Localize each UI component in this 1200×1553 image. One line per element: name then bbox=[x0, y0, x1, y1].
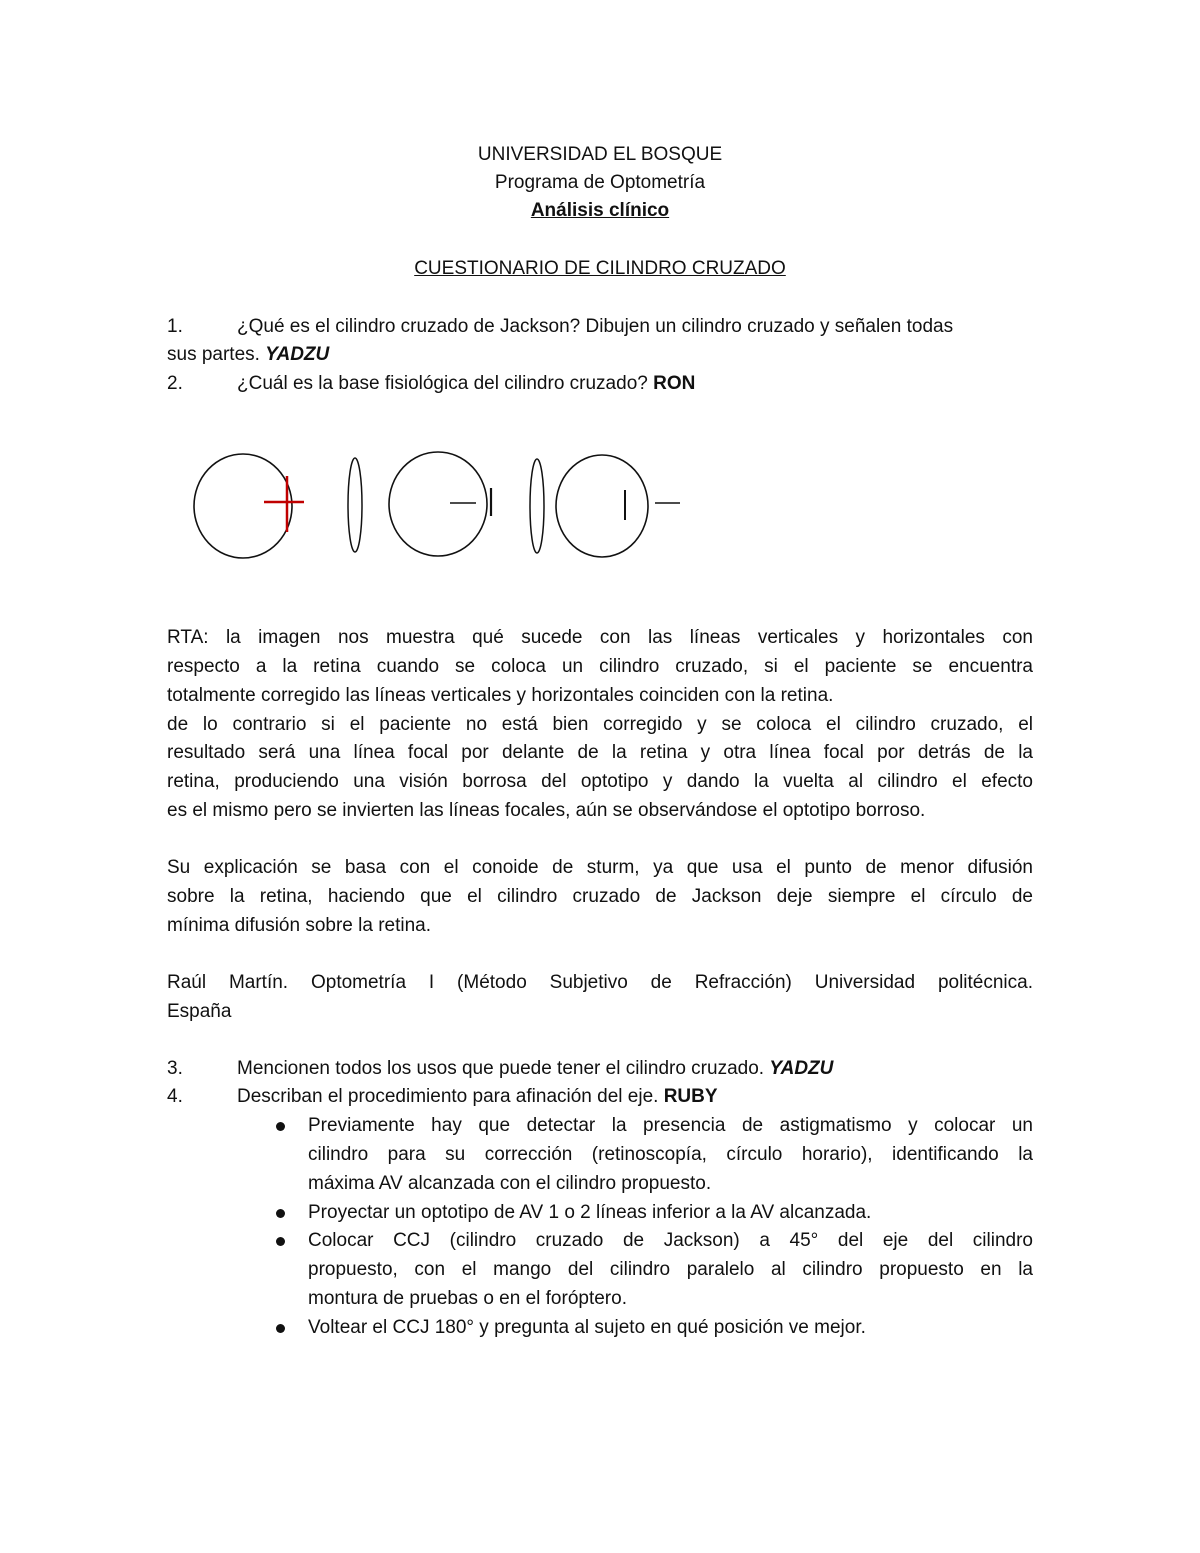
question-1-number: 1. bbox=[167, 316, 183, 337]
question-3-assignee: YADZU bbox=[769, 1058, 834, 1079]
bullet-line: máxima AV alcanzada con el cilindro propuesto. bbox=[308, 1173, 712, 1194]
answer-line: totalmente corregido las líneas verticales y horizontales coinciden con la retina. bbox=[167, 685, 834, 706]
bullet-dot-icon bbox=[276, 1324, 285, 1333]
eye-circle-2 bbox=[389, 452, 487, 556]
bullet-line: montura de pruebas o en el foróptero. bbox=[308, 1288, 627, 1309]
answer-line: respecto a la retina cuando se coloca un cilindro cruzado, si el paciente se encuentra bbox=[167, 656, 1033, 677]
reference-line: Raúl Martín. Optometría I (Método Subjetivo de Refracción) Universidad politécnica. bbox=[167, 972, 1033, 993]
reference-line: España bbox=[167, 1001, 232, 1022]
explanation-line: sobre la retina, haciendo que el cilindro cruzado de Jackson deje siempre el círculo de bbox=[167, 886, 1033, 907]
question-3-number: 3. bbox=[167, 1058, 183, 1079]
bullet-line: Previamente hay que detectar la presencia de astigmatismo y colocar un bbox=[308, 1115, 1033, 1136]
bullet-line: cilindro para su corrección (retinoscopía, círculo horario), identificando la bbox=[308, 1144, 1033, 1165]
question-2-number: 2. bbox=[167, 373, 183, 394]
answer-line: resultado será una línea focal por delante de la retina y otra línea focal por detrás de la bbox=[167, 742, 1033, 763]
question-3-line bbox=[237, 1055, 833, 1083]
answer-line: de lo contrario si el paciente no está bien corregido y se coloca el cilindro cruzado, el bbox=[167, 714, 1033, 735]
lens-1 bbox=[348, 458, 362, 552]
bullet-line: propuesto, con el mango del cilindro paralelo al cilindro propuesto en la bbox=[308, 1259, 1033, 1280]
question-4-text: Describan el procedimiento para afinación del eje. bbox=[237, 1086, 659, 1107]
subject-title: Análisis clínico bbox=[530, 200, 670, 221]
bullet-dot-icon bbox=[276, 1209, 285, 1218]
question-1-text-end: sus partes. bbox=[167, 344, 260, 365]
explanation-line: mínima difusión sobre la retina. bbox=[167, 915, 432, 936]
bullet-dot-icon bbox=[276, 1237, 285, 1246]
question-3-text: Mencionen todos los usos que puede tener el cilindro cruzado. bbox=[237, 1058, 765, 1079]
answer-line: RTA: la imagen nos muestra qué sucede con las líneas verticales y horizontales con bbox=[167, 627, 1033, 648]
questionnaire-title: CUESTIONARIO DE CILINDRO CRUZADO bbox=[414, 258, 786, 279]
question-1-text: ¿Qué es el cilindro cruzado de Jackson? Dibujen un cilindro cruzado y señalen todas bbox=[237, 316, 954, 337]
eye-circle-3 bbox=[556, 455, 648, 557]
eye-circle-1 bbox=[194, 454, 292, 558]
question-2-assignee: RON bbox=[653, 373, 696, 394]
question-1-assignee: YADZU bbox=[265, 344, 330, 365]
bullet-line: Voltear el CCJ 180° y pregunta al sujeto en qué posición ve mejor. bbox=[308, 1317, 866, 1338]
question-4-assignee: RUBY bbox=[663, 1086, 718, 1107]
answer-line: retina, produciendo una visión borrosa del optotipo y dando la vuelta al cilindro el efecto bbox=[167, 771, 1033, 792]
question-4-number: 4. bbox=[167, 1086, 183, 1107]
bullet-dot-icon bbox=[276, 1122, 285, 1131]
question-4-line bbox=[237, 1083, 718, 1111]
question-2-text: ¿Cuál es la base fisiológica del cilindro cruzado? bbox=[237, 373, 648, 394]
answer-line: es el mismo pero se invierten las líneas focales, aún se observándose el optotipo borroso. bbox=[167, 800, 926, 821]
bullet-line: Proyectar un optotipo de AV 1 o 2 líneas inferior a la AV alcanzada. bbox=[308, 1202, 872, 1223]
bullet-line: Colocar CCJ (cilindro cruzado de Jackson) a 45° del eje del cilindro bbox=[308, 1230, 1033, 1251]
lens-2 bbox=[530, 459, 544, 553]
explanation-line: Su explicación se basa con el conoide de sturm, ya que usa el punto de menor difusión bbox=[167, 857, 1033, 878]
university-name: UNIVERSIDAD EL BOSQUE bbox=[477, 144, 723, 165]
program-name: Programa de Optometría bbox=[494, 172, 706, 193]
